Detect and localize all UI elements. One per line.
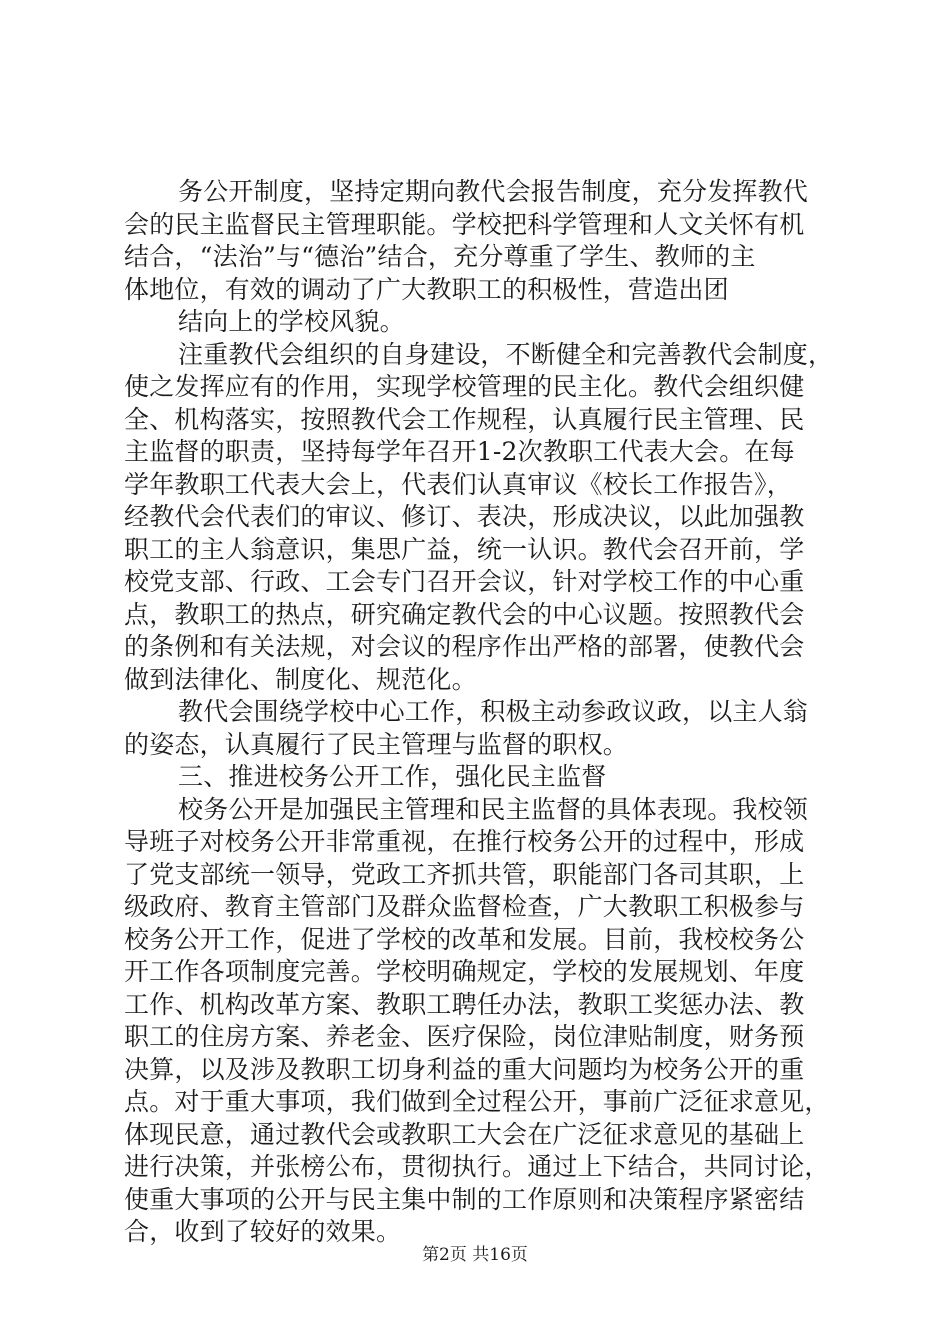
text-line: 的条例和有关法规，对会议的程序作出严格的部署，使教代会: [124, 632, 805, 661]
text-line: 体地位，有效的调动了广大教职工的积极性，营造出团: [124, 274, 729, 304]
text-line: 校党支部、行政、工会专门召开会议，针对学校工作的中心重: [124, 567, 805, 596]
text-line: 点。对于重大事项，我们做到全过程公开，事前广泛征求意见，: [124, 1087, 830, 1116]
text-line: 会的民主监督民主管理职能。学校把科学管理和人文关怀有机: [124, 209, 805, 239]
text-line: 职工的住房方案、养老金、医疗保险，岗位津贴制度，财务预: [124, 1022, 805, 1051]
text-line: 结向上的学校风貌。: [178, 307, 405, 336]
text-line: 体现民意，通过教代会或教职工大会在广泛征求意见的基础上: [124, 1119, 805, 1149]
text-line: 使重大事项的公开与民主集中制的工作原则和决策程序紧密结: [124, 1184, 805, 1214]
text-line: 校务公开工作，促进了学校的改革和发展。目前，我校校务公: [124, 924, 805, 954]
text-line: 合，收到了较好的效果。: [124, 1217, 402, 1246]
text-line: 经教代会代表们的审议、修订、表决，形成决议，以此加强教: [124, 502, 805, 531]
text-line: 点，教职工的热点，研究确定教代会的中心议题。按照教代会: [124, 599, 805, 629]
text-line: 的姿态，认真履行了民主管理与监督的职权。: [124, 729, 629, 759]
text-line: 做到法律化、制度化、规范化。: [124, 664, 477, 694]
text-line: 注重教代会组织的自身建设，不断健全和完善教代会制度，: [178, 339, 834, 369]
text-line: 使之发挥应有的作用，实现学校管理的民主化。教代会组织健: [124, 372, 805, 401]
text-line: 教代会围绕学校中心工作，积极主动参政议政，以主人翁: [178, 697, 809, 726]
text-line: 三、推进校务公开工作，强化民主监督: [178, 762, 607, 791]
text-line: 全、机构落实，按照教代会工作规程，认真履行民主管理、民: [124, 404, 805, 434]
text-line: 进行决策，并张榜公布，贯彻执行。通过上下结合，共同讨论，: [124, 1152, 830, 1181]
text-line: 学年教职工代表大会上，代表们认真审议《校长工作报告》，: [124, 469, 792, 499]
text-line: 职工的主人翁意识，集思广益，统一认识。教代会召开前，学: [124, 534, 805, 564]
text-line: 了党支部统一领导，党政工齐抓共管，职能部门各司其职，上: [124, 859, 805, 889]
text-line: 开工作各项制度完善。学校明确规定，学校的发展规划、年度: [124, 957, 805, 986]
text-line: 级政府、教育主管部门及群众监督检查，广大教职工积极参与: [124, 892, 805, 921]
text-line: 务公开制度，坚持定期向教代会报告制度，充分发挥教代: [178, 177, 809, 206]
text-line: 导班子对校务公开非常重视，在推行校务公开的过程中，形成: [124, 827, 805, 856]
text-line: 工作、机构改革方案、教职工聘任办法，教职工奖惩办法、教: [124, 989, 805, 1019]
page-footer: 第2页 共16页: [422, 1245, 528, 1265]
text-line: 主监督的职责，坚持每学年召开1-2次教职工代表大会。在每: [124, 437, 795, 466]
body-text: [124, 176, 836, 1249]
text-line: 校务公开是加强民主管理和民主监督的具体表现。我校领: [178, 794, 809, 824]
text-line: 决算，以及涉及教职工切身利益的重大问题均为校务公开的重: [124, 1054, 805, 1084]
text-line: 结合，“法治”与“德治”结合，充分尊重了学生、教师的主: [124, 242, 756, 271]
